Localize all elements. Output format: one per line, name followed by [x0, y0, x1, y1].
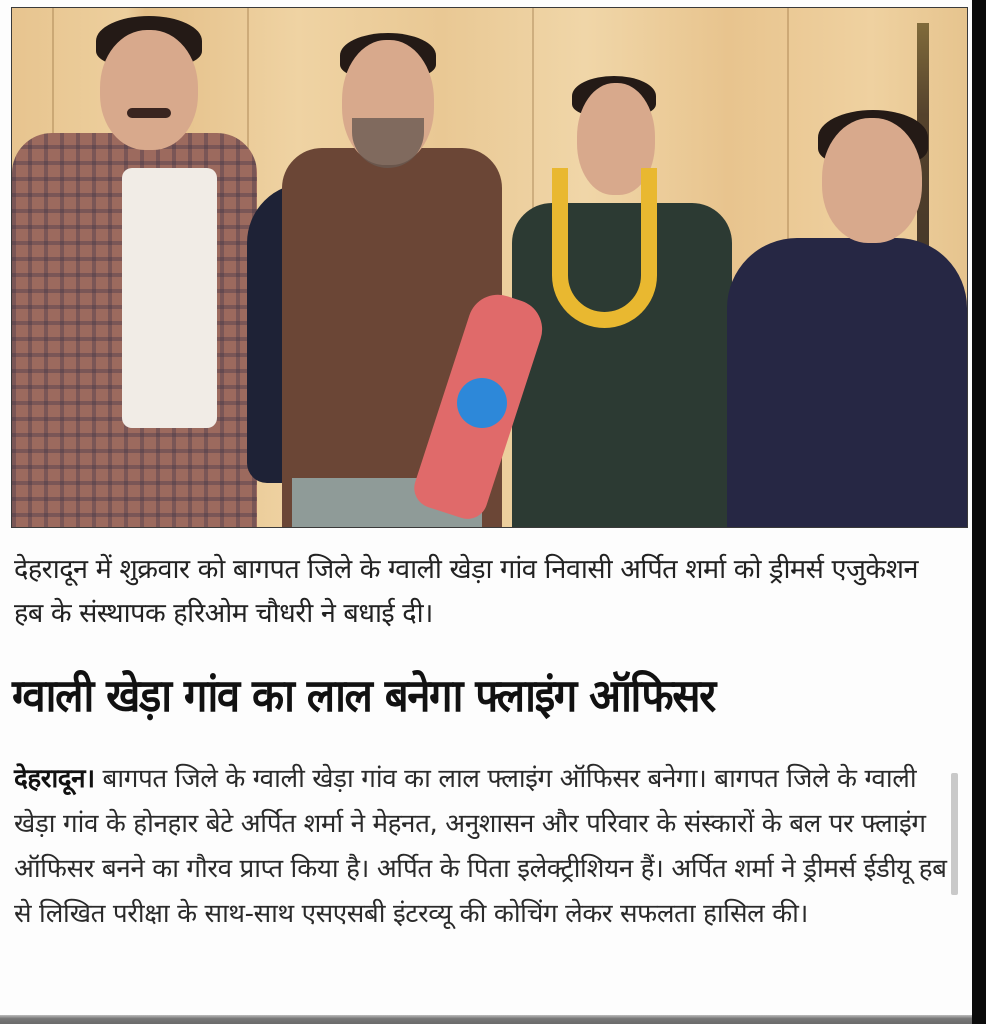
article-body-text: बागपत जिले के ग्वाली खेड़ा गांव का लाल फ्लाइंग ऑफिसर बनेगा। बागपत जिले के ग्वाली खेड़ा गांव के होनहार बेटे अर्पित शर्मा ने मेहनत, अनुशासन और परिवार के संस्कारों के बल पर फ्लाइंग ऑफिसर बनने का गौरव प्राप्त किया है। अर्पित के पिता इलेक्ट्रीशियन हैं। अर्पित शर्मा ने ड्रीमर्स ईडीयू हब से लिखित परीक्षा के साथ-साथ एसएसबी इंटरव्यू की कोचिंग लेकर सफलता हासिल की।	[14, 764, 947, 929]
face	[822, 118, 922, 243]
article-headline: ग्वाली खेड़ा गांव का लाल बनेगा फ्लाइंग ऑफिसर	[12, 669, 715, 722]
article-body	[14, 757, 949, 937]
screen-edge	[972, 0, 986, 1024]
white-shirt	[122, 168, 217, 428]
navy-dress	[727, 238, 967, 528]
mustache	[127, 108, 171, 118]
bottom-divider-bar	[0, 1015, 972, 1024]
blue-bow	[457, 378, 507, 428]
photo-caption: देहरादून में शुक्रवार को बागपत जिले के ग्वाली खेड़ा गांव निवासी अर्पित शर्मा को ड्रीमर्स एजुकेशन हब के संस्थापक हरिओम चौधरी ने बधाई दी।	[14, 554, 918, 629]
marigold-garland	[552, 168, 657, 328]
scrollbar-thumb[interactable]	[951, 773, 958, 895]
dateline: देहरादून।	[14, 764, 95, 794]
face	[100, 30, 198, 150]
news-photo	[11, 7, 968, 528]
